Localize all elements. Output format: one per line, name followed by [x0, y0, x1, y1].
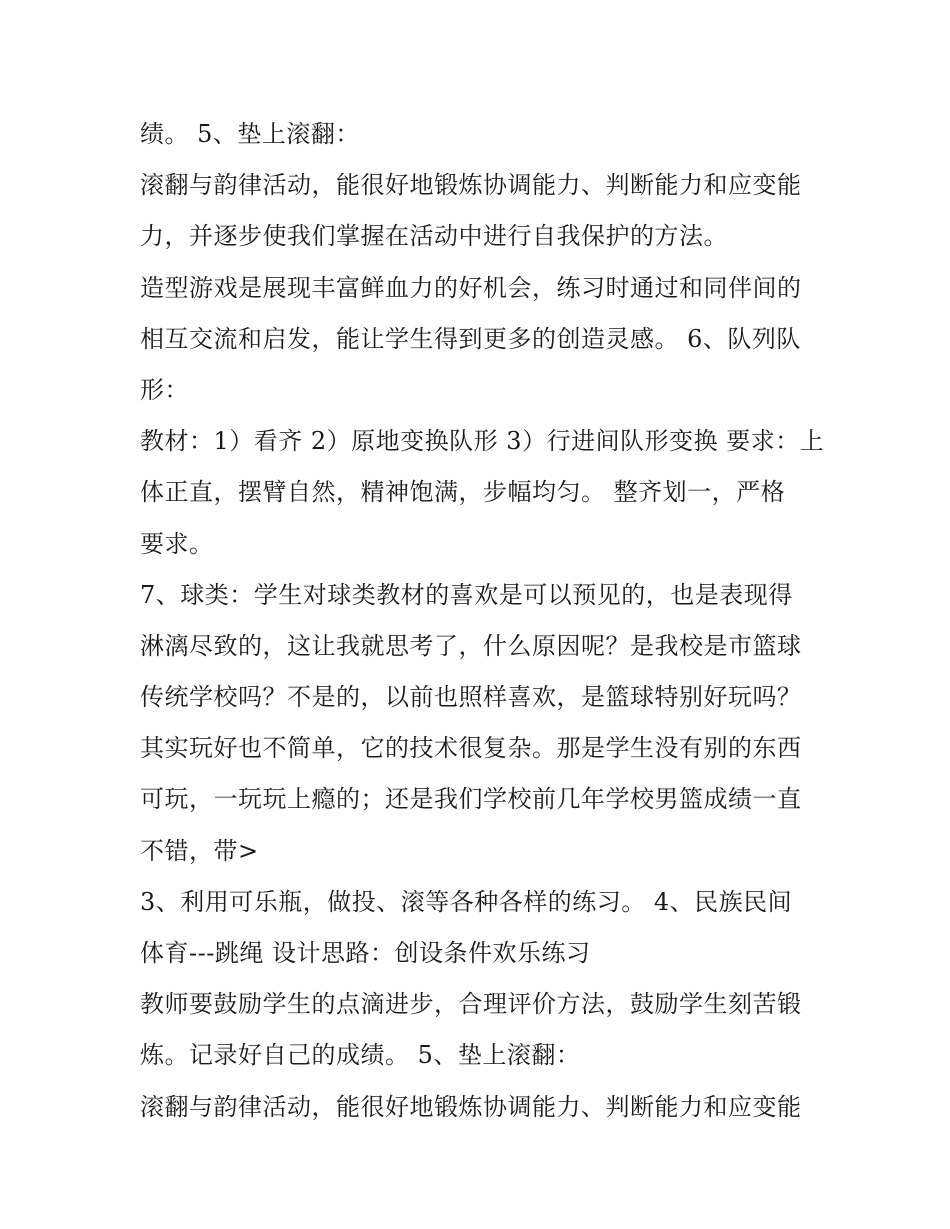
text-line: 要求。 [140, 529, 214, 558]
text-line: 形： [140, 375, 189, 404]
text-line: 炼。记录好自己的成绩。 5、垫上滚翻： [140, 1041, 581, 1070]
text-line: 造型游戏是展现丰富鲜血力的好机会，练习时通过和同伴间的 [140, 273, 802, 302]
text-line: 教材：1）看齐 2）原地变换队形 3）行进间队形变换 要求：上 [140, 427, 825, 456]
text-line: 相互交流和启发，能让学生得到更多的创造灵感。 6、队列队 [140, 324, 801, 353]
text-line: 滚翻与韵律活动，能很好地锻炼协调能力、判断能力和应变能 [140, 171, 802, 200]
text-line: 不错，带> [140, 836, 259, 865]
text-line: 3、利用可乐瓶，做投、滚等各种各样的练习。 4、民族民间 [140, 887, 793, 916]
text-line: 体正直，摆臂自然，精神饱满，步幅均匀。 整齐划一，严格 [140, 478, 786, 507]
text-line: 其实玩好也不简单，它的技术很复杂。那是学生没有别的东西 [140, 734, 802, 763]
text-line: 体育---跳绳 设计思路：创设条件欢乐练习 [140, 939, 591, 967]
text-line: 7、球类：学生对球类教材的喜欢是可以预见的，也是表现得 [140, 580, 793, 609]
text-line: 教师要鼓励学生的点滴进步，合理评价方法，鼓励学生刻苦锻 [140, 990, 802, 1019]
text-line: 绩。 5、垫上滚翻： [140, 120, 360, 148]
document-page [140, 109, 825, 1133]
text-line: 滚翻与韵律活动，能很好地锻炼协调能力、判断能力和应变能 [140, 1092, 802, 1121]
text-line: 力，并逐步使我们掌握在活动中进行自我保护的方法。 [140, 222, 728, 251]
text-line: 淋漓尽致的，这让我就思考了，什么原因呢？是我校是市篮球 [140, 631, 802, 660]
text-line: 传统学校吗？不是的，以前也照样喜欢，是篮球特别好玩吗？ [140, 683, 802, 712]
text-line: 可玩，一玩玩上瘾的；还是我们学校前几年学校男篮成绩一直 [140, 785, 802, 814]
